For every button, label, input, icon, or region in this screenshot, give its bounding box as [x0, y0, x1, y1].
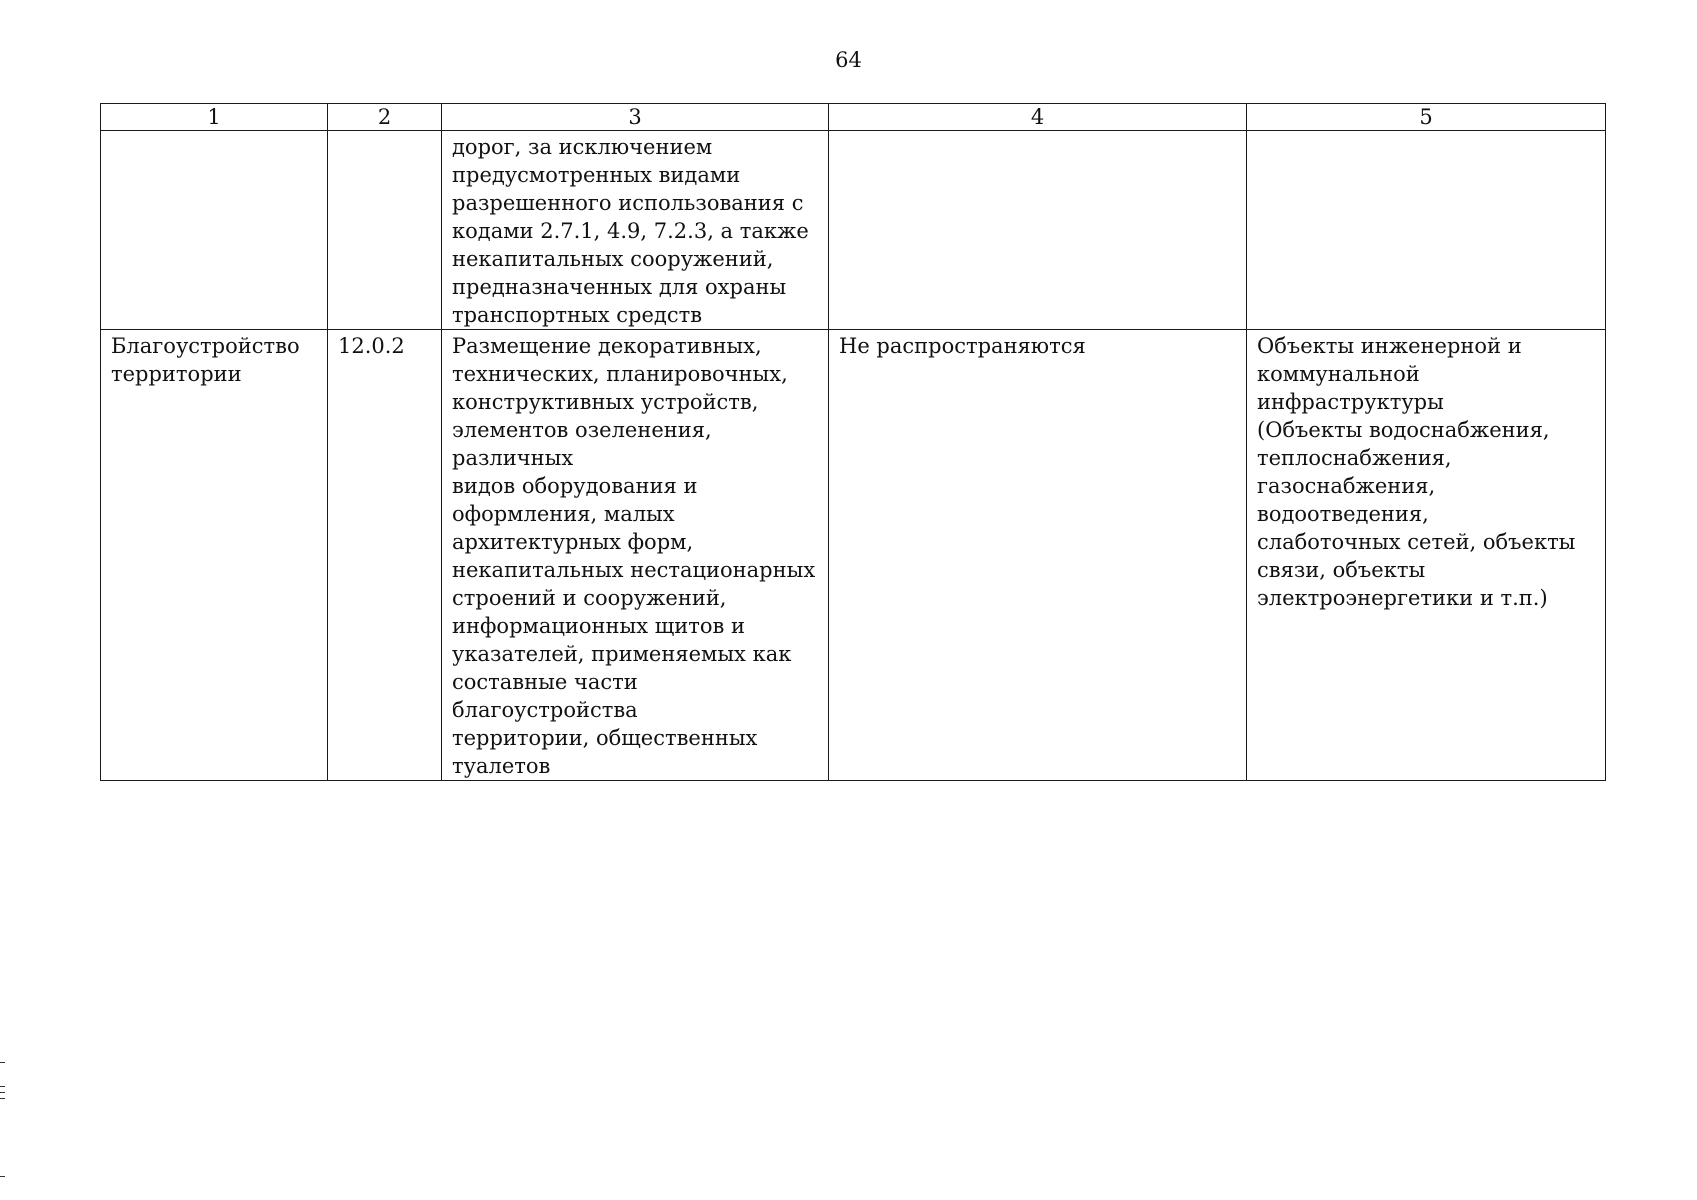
- scan-edge-mark: [0, 1092, 5, 1093]
- restrictions-cell: Не распространяются: [829, 330, 1247, 781]
- use-description-cell: Размещение декоративных, технических, планировочных, конструктивных устройств, элементов озеленения, различных видов оборудования и оформления, малых архитектурных форм, некапитальных нестационарных строений и сооружений, информационных щитов и указателей, применяемых как составные части благоустройства территории, общественных туалетов: [442, 330, 829, 781]
- related-objects-cell: Объекты инженерной и коммунальной инфраструктуры (Объекты водоснабжения, теплоснабжения, газоснабжения, водоотведения, слаботочных сетей, объекты связи, объекты электроэнергетики и т.п.): [1247, 330, 1606, 781]
- scan-edge-mark: [0, 1098, 5, 1099]
- table-row: [101, 131, 1606, 330]
- land-use-table: [100, 103, 1606, 781]
- use-code-cell: [328, 131, 442, 330]
- restrictions-cell: [829, 131, 1247, 330]
- column-header-4: 4: [829, 104, 1247, 131]
- column-header-1: 1: [101, 104, 328, 131]
- column-header-5: 5: [1247, 104, 1606, 131]
- related-objects-cell: [1247, 131, 1606, 330]
- scan-edge-mark: [0, 1086, 5, 1087]
- column-header-3: 3: [442, 104, 829, 131]
- use-code-cell: 12.0.2: [328, 330, 442, 781]
- scan-edge-mark: [0, 1062, 5, 1063]
- use-name-cell: [101, 131, 328, 330]
- page-number: 64: [835, 48, 862, 72]
- scan-edge-mark: [0, 1176, 5, 1177]
- use-description-cell: дорог, за исключением предусмотренных видами разрешенного использования с кодами 2.7.1, 4.9, 7.2.3, а также некапитальных сооружений, предназначенных для охраны транспортных средств: [442, 131, 829, 330]
- column-header-2: 2: [328, 104, 442, 131]
- table-header-row: [101, 104, 1606, 131]
- use-name-cell: Благоустройство территории: [101, 330, 328, 781]
- table-row: [101, 330, 1606, 781]
